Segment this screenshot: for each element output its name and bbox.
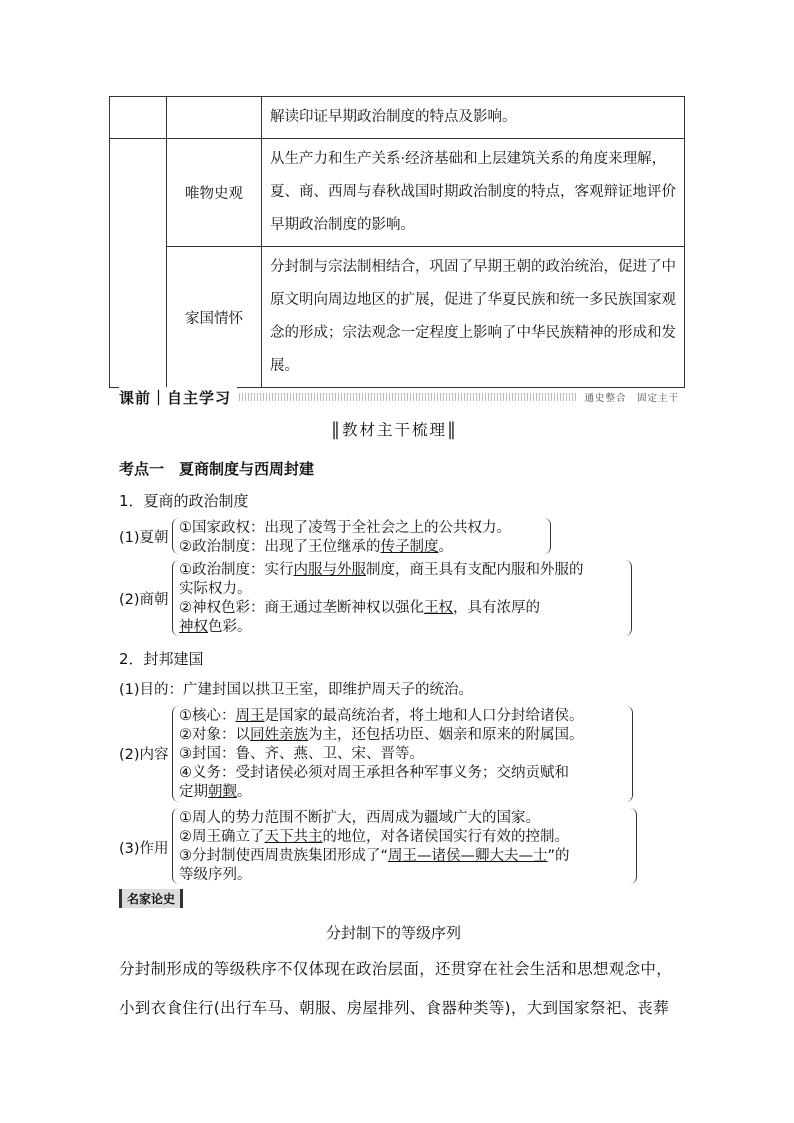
heading-1: 1．夏商的政治制度	[119, 492, 249, 510]
neirong-line-2	[179, 723, 584, 744]
zuoyong-line-3	[179, 844, 570, 865]
xia-line-2	[179, 535, 453, 556]
neirong-line-5	[179, 780, 252, 801]
neirong-line-2b: 为主，还包括功臣、姻亲和原来的附属国。	[308, 727, 584, 743]
neirong-label: (2)内容	[119, 747, 169, 763]
zuoyong-left-brace	[172, 808, 179, 884]
heading-2: 2．封邦建国	[119, 650, 204, 668]
shang-label: (2)商朝	[119, 592, 169, 608]
essay-paragraph-2: 小到衣食住行(出行车马、朝服、房屋排列、食器种类等)，大到国家祭祀、丧葬	[119, 999, 669, 1017]
table-cell-content: 分封制与宗法制相结合，巩固了早期王朝的政治统治，促进了中原文明向周边地区的扩展，促进了华夏民族和统一多民族国家观念的形成；宗法观念一定程度上影响了中华民族精神的形成和发展。	[262, 247, 685, 388]
table-row-label: 唯物史观	[167, 139, 262, 247]
shang-line-3b: 色彩。	[208, 619, 252, 635]
neirong-line-2-underlined: 同姓亲族	[250, 727, 308, 743]
neirong-left-brace	[172, 706, 179, 802]
tag-label: 名家论史	[119, 889, 183, 908]
zuoyong-line-3-underlined: 周王—诸侯—卿大夫—士	[388, 848, 548, 864]
table-cell-content: 解读印证早期政治制度的特点及影响。	[262, 97, 685, 139]
section-title-text: 教材主干梳理	[342, 421, 448, 439]
zuoyong-line-2b: 的地位，对各诸侯国实行有效的控制。	[322, 829, 569, 845]
neirong-line-5-underlined: 朝觐	[208, 784, 237, 800]
xia-label: (1)夏朝	[119, 530, 169, 546]
table-cell-content: 从生产力和生产关系·经济基础和上层建筑关系的角度来理解，夏、商、西周与春秋战国时期政治制度的特点，客观辩证地评价早期政治制度的影响。	[262, 139, 685, 247]
neirong-line-1a: ①核心：	[179, 708, 236, 724]
neirong-line-4: ④义务：受封诸侯必须对周王承担各种军事义务；交纳贡赋和	[179, 765, 569, 781]
shang-line-1	[179, 558, 584, 579]
section-banner	[119, 387, 679, 407]
neirong-line-1-underlined: 周王	[235, 708, 265, 724]
neirong-line-5a: 定期	[179, 784, 208, 800]
section-title	[331, 418, 458, 440]
mudi-line: (1)目的：广建封国以拱卫王室，即维护周天子的统治。	[119, 682, 474, 698]
xia-line-1: ①国家政权：出现了凌驾于全社会之上的公共权力。	[179, 520, 511, 536]
neirong-line-1b: 是国家的最高统治者，将土地和人口分封给诸侯。	[264, 708, 584, 724]
table-cell	[167, 97, 262, 139]
essay-title: 分封制下的等级序列	[326, 924, 462, 942]
shang-line-1c: 实际权力。	[179, 581, 252, 597]
xia-line-2a: ②政治制度：出现了王位继承的	[179, 539, 381, 555]
shang-line-1b: 制度，商王具有支配内服和外服的	[366, 562, 584, 578]
neirong-line-2a: ②对象：以	[179, 727, 250, 743]
core-literacy-table	[109, 96, 685, 388]
neirong-line-3: ③封国：鲁、齐、燕、卫、宋、晋等。	[179, 746, 424, 762]
kaodian-heading: 考点一 夏商制度与西周封建	[119, 460, 315, 478]
shang-line-1-underlined: 内服与外服	[293, 562, 366, 578]
zuoyong-line-2-underlined: 天下共主	[264, 829, 323, 845]
zuoyong-right-brace	[630, 808, 637, 884]
xia-line-2-underlined: 传子制度	[380, 539, 439, 555]
table-cell	[110, 139, 167, 388]
zuoyong-line-3a: ③分封制使西周贵族集团形成了“	[179, 848, 389, 864]
zuoyong-label: (3)作用	[119, 841, 169, 857]
zuoyong-line-1: ①周人的势力范围不断扩大，西周成为疆域广大的国家。	[179, 810, 540, 826]
shang-line-3	[179, 615, 252, 636]
zuoyong-line-2a: ②周王确立了	[179, 829, 265, 845]
table-cell	[110, 97, 167, 139]
essay-paragraph-1: 分封制形成的等级秩序不仅体现在政治层面，还贯穿在社会生活和思想观念中，	[119, 960, 673, 978]
shang-line-2b: ，具有浓厚的	[453, 600, 540, 616]
zuoyong-line-4: 等级序列。	[179, 867, 252, 883]
banner-label: 课前｜自主学习	[119, 387, 237, 408]
shang-right-brace	[625, 560, 632, 636]
xia-right-brace	[544, 518, 551, 554]
shang-line-3-underlined: 神权	[179, 619, 208, 635]
xia-left-brace	[172, 518, 179, 554]
neirong-line-5b: 。	[237, 784, 252, 800]
table-row-label: 家国情怀	[167, 247, 262, 388]
shang-line-2a: ②神权色彩：商王通过垄断神权以强化	[179, 600, 424, 616]
shang-line-1a: ①政治制度：实行	[179, 562, 294, 578]
zuoyong-line-2	[179, 825, 569, 846]
shang-left-brace	[172, 560, 179, 636]
shang-line-2-underlined: 王权	[424, 600, 453, 616]
banner-right-text: 通史整合 固定主干	[578, 390, 679, 404]
zuoyong-line-3b: ”的	[547, 848, 570, 864]
xia-line-2b: 。	[438, 539, 453, 555]
shang-line-2	[179, 596, 540, 617]
neirong-line-1	[179, 704, 584, 725]
neirong-right-brace	[626, 706, 633, 802]
